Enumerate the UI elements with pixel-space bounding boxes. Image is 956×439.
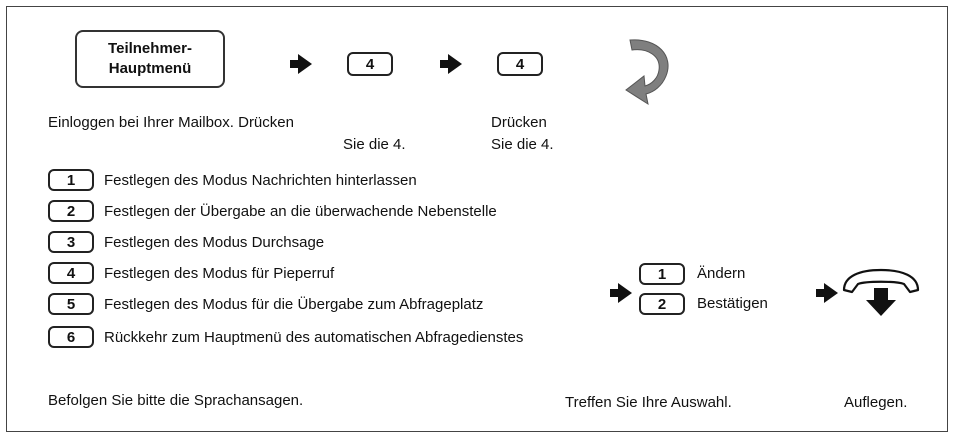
option-key: 4 — [48, 262, 94, 284]
footer-make-selection: Treffen Sie Ihre Auswahl. — [565, 394, 732, 411]
option-key: 3 — [48, 231, 94, 253]
flow-key-1: 4 — [347, 52, 393, 76]
option-label: Festlegen der Übergabe an die überwachende Nebenstelle — [104, 202, 497, 220]
option-row-4 — [48, 261, 334, 285]
option-label: Festlegen des Modus für Pieperruf — [104, 264, 335, 282]
caption-press-1: Sie die 4. — [343, 136, 406, 153]
flow-key-2: 4 — [497, 52, 543, 76]
choice-label-2: Bestätigen — [697, 295, 768, 312]
main-menu-line1: Teilnehmer- — [108, 40, 192, 57]
choice-key-1: 1 — [639, 263, 685, 285]
option-key: 5 — [48, 293, 94, 315]
main-menu-box — [75, 30, 225, 88]
handset-hangup-icon — [840, 266, 922, 320]
option-row-6 — [48, 325, 523, 349]
main-menu-line2: Hauptmenü — [108, 60, 192, 77]
curved-return-arrow-icon — [618, 34, 678, 108]
option-label: Festlegen des Modus für die Übergabe zum Abfrageplatz — [104, 295, 484, 313]
hangup-arrow-icon — [824, 283, 838, 303]
footer-hang-up: Auflegen. — [844, 394, 908, 411]
option-key: 6 — [48, 326, 94, 348]
option-row-3 — [48, 230, 324, 254]
caption-login: Einloggen bei Ihrer Mailbox. Drücken — [48, 114, 294, 131]
caption-press-2-line2: Sie die 4. — [491, 136, 554, 153]
option-row-2 — [48, 199, 497, 223]
option-key: 2 — [48, 200, 94, 222]
option-row-1 — [48, 168, 417, 192]
flow-arrow-icon — [298, 54, 312, 74]
option-label: Festlegen des Modus Nachrichten hinterlassen — [104, 171, 417, 189]
option-row-5 — [48, 292, 483, 316]
option-label: Festlegen des Modus Durchsage — [104, 233, 325, 251]
caption-press-2-line1: Drücken — [491, 114, 547, 131]
footer-follow-instructions: Befolgen Sie bitte die Sprachansagen. — [48, 392, 304, 409]
option-label: Rückkehr zum Hauptmenü des automatischen Abfragedienstes — [104, 328, 524, 346]
choice-key-2: 2 — [639, 293, 685, 315]
flow-arrow-icon — [448, 54, 462, 74]
option-key: 1 — [48, 169, 94, 191]
choice-arrow-icon — [618, 283, 632, 303]
choice-label-1: Ändern — [697, 265, 746, 282]
